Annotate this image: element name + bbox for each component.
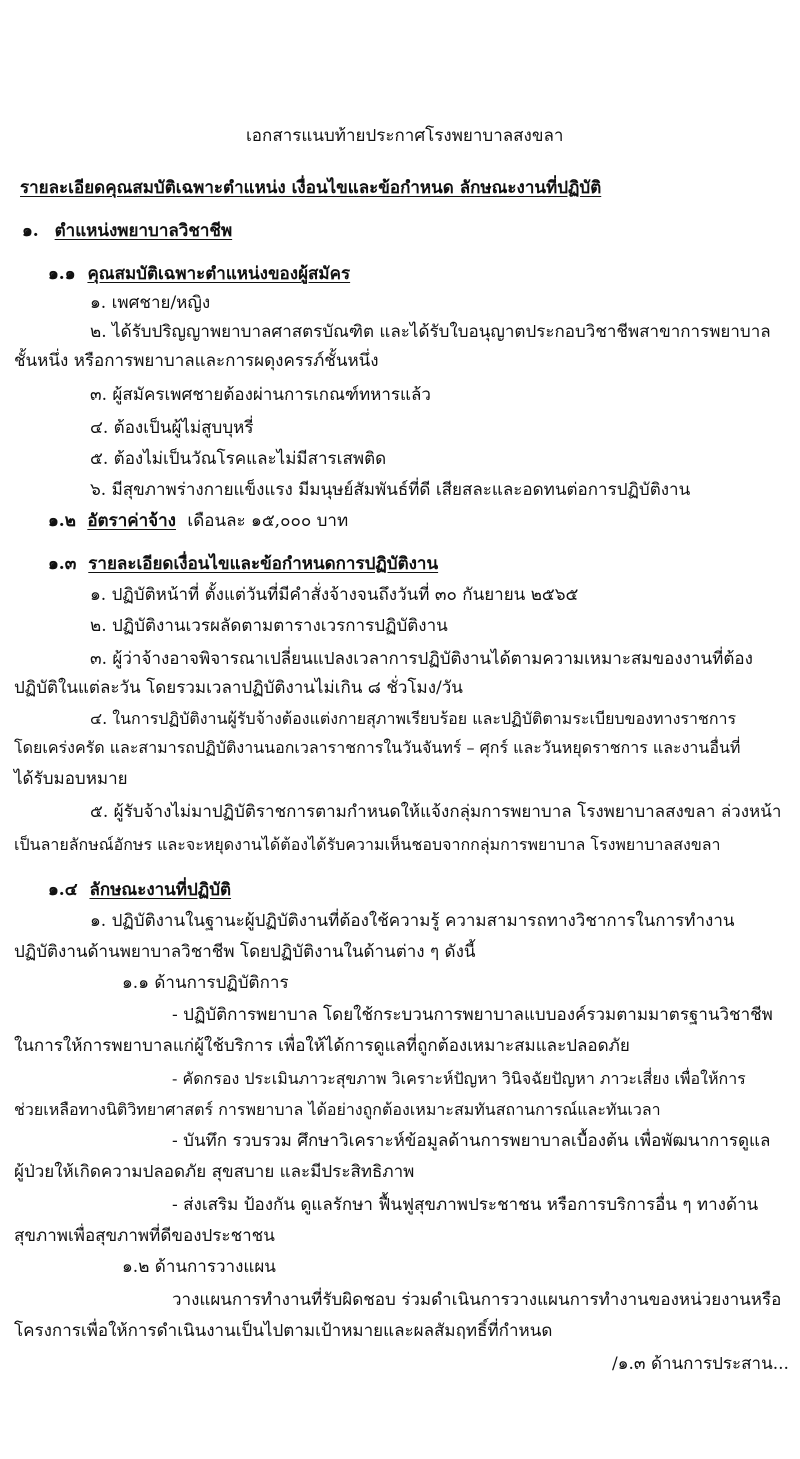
condition-2: ๒. ปฏิบัติงานเวรผลัดตามตารางเวรการปฏิบัติงาน: [90, 616, 448, 636]
wage-text: เดือนละ ๑๕,๐๐๐ บาท: [187, 511, 349, 531]
duty-subsection-operations: ๑.๑ ด้านการปฏิบัติการ: [122, 973, 289, 993]
duty-bullet-3-line-2: ผู้ป่วยให้เกิดความปลอดภัย สุขสบาย และมีประสิทธิภาพ: [14, 1162, 415, 1182]
section-1-2-title: อัตราค่าจ้าง: [87, 511, 176, 531]
section-1-4-title: ลักษณะงานที่ปฏิบัติ: [89, 880, 232, 900]
section-1-heading: [22, 220, 232, 242]
duty-intro-line-2: ปฏิบัติงานด้านพยาบาลวิชาชีพ โดยปฏิบัติงานในด้านต่าง ๆ ดังนี้: [14, 942, 476, 962]
section-1-1-title: คุณสมบัติเฉพาะตำแหน่งของผู้สมัคร: [87, 264, 351, 284]
section-1-3-title: รายละเอียดเงื่อนไขและข้อกำหนดการปฏิบัติงาน: [88, 554, 439, 574]
condition-3-line-1: ๓. ผู้ว่าจ้างอาจพิจารณาเปลี่ยนแปลงเวลาการปฏิบัติงานได้ตามความเหมาะสมของงานที่ต้อง: [90, 649, 753, 669]
qualification-2-line-2: ชั้นหนึ่ง หรือการพยาบาลและการผดุงครรภ์ชั้นหนึ่ง: [14, 351, 379, 371]
section-1-2-line: [48, 510, 348, 532]
planning-line-2: โครงการเพื่อให้การดำเนินงานเป็นไปตามเป้าหมายและผลสัมฤทธิ์ที่กำหนด: [14, 1321, 553, 1341]
section-1-4-number: ๑.๔: [48, 880, 78, 900]
duty-bullet-3-line-1: - บันทึก รวบรวม ศึกษาวิเคราะห์ข้อมูลด้านการพยาบาลเบื้องต้น เพื่อพัฒนาการดูแล: [172, 1131, 771, 1151]
duty-bullet-4-line-2: สุขภาพเพื่อสุขภาพที่ดีของประชาชน: [14, 1226, 275, 1246]
duty-bullet-1-line-2: ในการให้การพยาบาลแก่ผู้ใช้บริการ เพื่อให้ได้การดูแลที่ถูกต้องเหมาะสมและปลอดภัย: [14, 1036, 630, 1056]
duty-subsection-planning: ๑.๒ ด้านการวางแผน: [122, 1257, 276, 1277]
section-1-1-heading: [48, 263, 350, 285]
qualification-4: ๔. ต้องเป็นผู้ไม่สูบบุหรี่: [90, 418, 254, 438]
condition-4-line-1: ๔. ในการปฏิบัติงานผู้รับจ้างต้องแต่งกายสุภาพเรียบร้อย และปฏิบัติตามระเบียบของทางราชการ: [90, 709, 737, 728]
condition-5-line-1: ๕. ผู้รับจ้างไม่มาปฏิบัติราชการตามกำหนดให้แจ้งกลุ่มการพยาบาล โรงพยาบาลสงขลา ล่วงหน้า: [90, 802, 782, 822]
section-1-2-number: ๑.๒: [48, 511, 76, 531]
qualification-2-line-1: ๒. ได้รับปริญญาพยาบาลศาสตรบัณฑิต และได้รับใบอนุญาตประกอบวิชาชีพสาขาการพยาบาล: [90, 322, 771, 342]
document-title: รายละเอียดคุณสมบัติเฉพาะตำแหน่ง เงื่อนไขและข้อกำหนด ลักษณะงานที่ปฏิบัติ: [20, 178, 602, 198]
qualification-5: ๕. ต้องไม่เป็นวัณโรคและไม่มีสารเสพติด: [90, 449, 387, 469]
section-1-title: ตำแหน่งพยาบาลวิชาชีพ: [54, 221, 233, 241]
duty-bullet-4-line-1: - ส่งเสริม ป้องกัน ดูแลรักษา ฟื้นฟูสุขภาพประชาชน หรือการบริการอื่น ๆ ทางด้าน: [172, 1195, 759, 1215]
document-header: เอกสารแนบท้ายประกาศโรงพยาบาลสงขลา: [246, 126, 564, 146]
section-1-3-number: ๑.๓: [48, 554, 77, 574]
qualification-3: ๓. ผู้สมัครเพศชายต้องผ่านการเกณฑ์ทหารแล้ว: [90, 385, 431, 405]
duty-bullet-2-line-2: ช่วยเหลือทางนิติวิทยาศาสตร์ การพยาบาล ได้อย่างถูกต้องเหมาะสมทันสถานการณ์และทันเวลา: [14, 1100, 661, 1119]
duty-intro-line-1: ๑. ปฏิบัติงานในฐานะผู้ปฏิบัติงานที่ต้องใช้ความรู้ ความสามารถทางวิชาการในการทำงาน: [90, 911, 735, 931]
qualification-6: ๖. มีสุขภาพร่างกายแข็งแรง มีมนุษย์สัมพันธ์ที่ดี เสียสละและอดทนต่อการปฏิบัติงาน: [90, 480, 691, 500]
condition-3-line-2: ปฏิบัติในแต่ละวัน โดยรวมเวลาปฏิบัติงานไม่เกิน ๘ ชั่วโมง/วัน: [14, 678, 463, 698]
duty-bullet-2-line-1: - คัดกรอง ประเมินภาวะสุขภาพ วิเคราะห์ปัญหา วินิจฉัยปัญหา ภาวะเสี่ยง เพื่อให้การ: [172, 1069, 746, 1088]
section-1-1-number: ๑.๑: [48, 264, 76, 284]
section-1-4-heading: [48, 879, 231, 901]
planning-line-1: วางแผนการทำงานที่รับผิดชอบ ร่วมดำเนินการวางแผนการทำงานของหน่วยงานหรือ: [172, 1290, 782, 1310]
condition-5-line-2: เป็นลายลักษณ์อักษร และจะหยุดงานได้ต้องได้รับความเห็นชอบจากกลุ่มการพยาบาล โรงพยาบาลสงขลา: [14, 835, 721, 854]
section-1-3-heading: [48, 553, 438, 575]
condition-4-line-2: โดยเคร่งครัด และสามารถปฏิบัติงานนอกเวลาราชการในวันจันทร์ – ศุกร์ และวันหยุดราชการ และงานอื่นที่: [14, 738, 741, 757]
section-1-number: ๑.: [22, 221, 39, 241]
qualification-1: ๑. เพศชาย/หญิง: [90, 293, 211, 313]
condition-4-line-3: ได้รับมอบหมาย: [14, 769, 128, 789]
continuation-footer: /๑.๓ ด้านการประสาน...: [612, 1354, 789, 1374]
duty-bullet-1-line-1: - ปฏิบัติการพยาบาล โดยใช้กระบวนการพยาบาลแบบองค์รวมตามมาตรฐานวิชาชีพ: [172, 1005, 773, 1025]
condition-1: ๑. ปฏิบัติหน้าที่ ตั้งแต่วันที่มีคำสั่งจ้างจนถึงวันที่ ๓๐ กันยายน ๒๕๖๕: [90, 585, 579, 605]
